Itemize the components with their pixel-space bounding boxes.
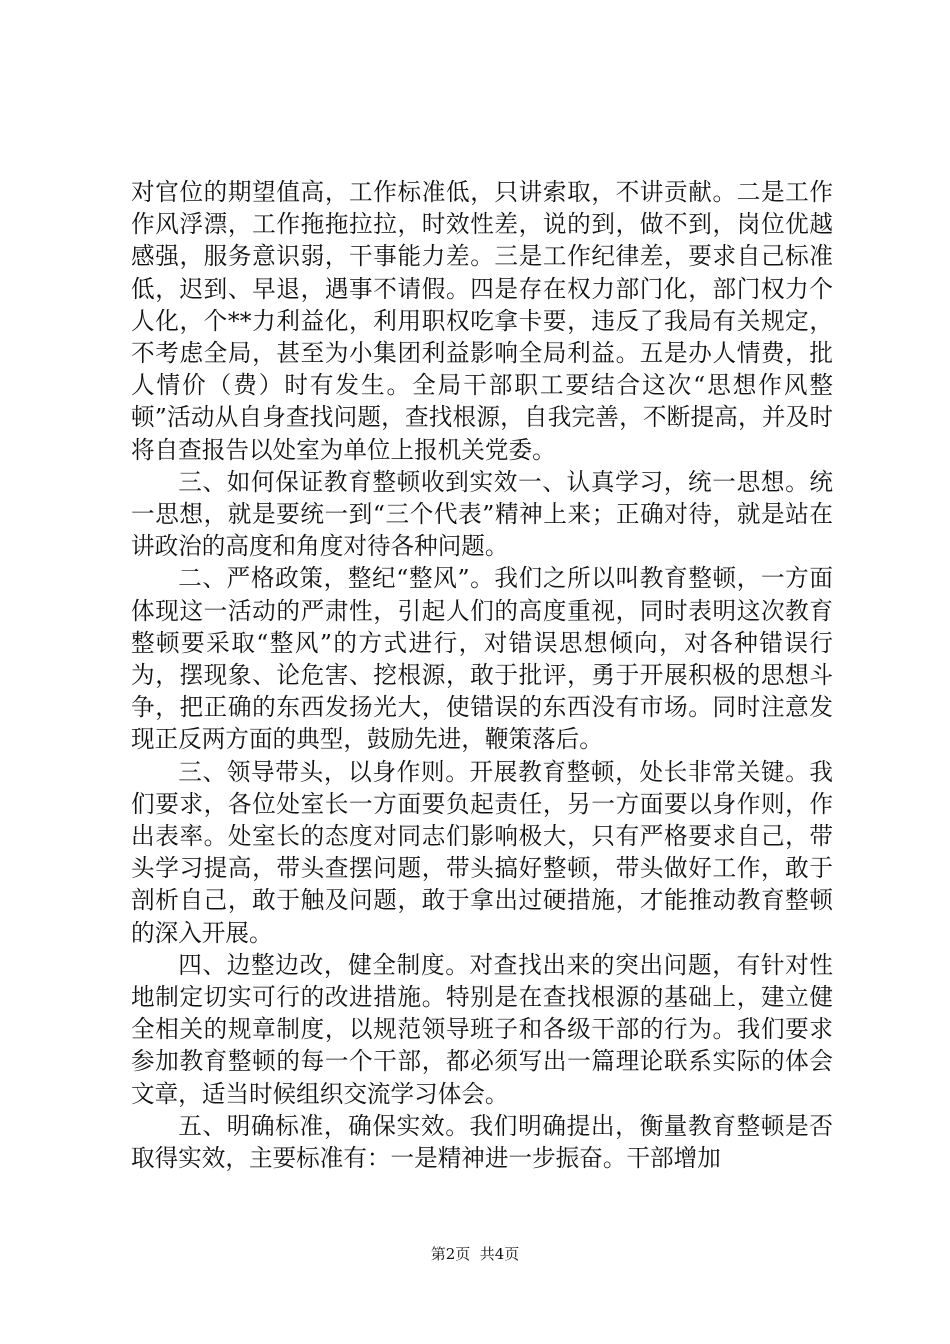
paragraph-1: 对官位的期望值高，工作标准低，只讲索取，不讲贡献。二是工作作风浮漂，工作拖拖拉拉，时效性差，说的到，做不到，岗位优越感强，服务意识弱，干事能力差。三是工作纪律差，要求自己标准低，迟到、早退，遇事不请假。四是存在权力部门化，部门权力个人化，个**力利益化，利用职权吃拿卡要，违反了我局有关规定，不考虑全局，甚至为小集团利益影响全局利益。五是办人情费，批人情价（费）时有发生。全局干部职工要结合这次“思想作风整顿”活动从自身查找问题，查找根源，自我完善，不断提高，并及时将自查报告以处室为单位上报机关党委。 (131, 178, 833, 464)
document-body (131, 176, 833, 1174)
paragraph-6: 五、明确标准，确保实效。我们明确提出，衡量教育整顿是否取得实效，主要标准有：一是精神进一步振奋。干部增加 (131, 1111, 833, 1173)
paragraph-5: 四、边整边改，健全制度。对查找出来的突出问题，有针对性地制定切实可行的改进措施。特别是在查找根源的基础上，建立健全相关的规章制度，以规范领导班子和各级干部的行为。我们要求参加教育整顿的每一个干部，都必须写出一篇理论联系实际的体会文章，适当时候组织交流学习体会。 (131, 950, 833, 1108)
page-footer: 第2页 共4页 (430, 1245, 520, 1263)
paragraph-4: 三、领导带头，以身作则。开展教育整顿，处长非常关键。我们要求，各位处室长一方面要负起责任，另一方面要以身作则，作出表率。处室长的态度对同志们影响极大，只有严格要求自己，带头学习提高，带头查摆问题，带头搞好整顿，带头做好工作，敢于剖析自己，敢于触及问题，敢于拿出过硬措施，才能推动教育整顿的深入开展。 (131, 757, 833, 947)
paragraph-3: 二、严格政策，整纪“整风”。我们之所以叫教育整顿，一方面体现这一活动的严肃性，引起人们的高度重视，同时表明这次教育整顿要采取“整风”的方式进行，对错误思想倾向，对各种错误行为，摆现象、论危害、挖根源，敢于批评，勇于开展积极的思想斗争，把正确的东西发扬光大，使错误的东西没有市场。同时注意发现正反两方面的典型，鼓励先进，鞭策落后。 (131, 564, 833, 754)
paragraph-2: 三、如何保证教育整顿收到实效一、认真学习，统一思想。统一思想，就是要统一到“三个代表”精神上来；正确对待，就是站在讲政治的高度和角度对待各种问题。 (131, 467, 833, 561)
